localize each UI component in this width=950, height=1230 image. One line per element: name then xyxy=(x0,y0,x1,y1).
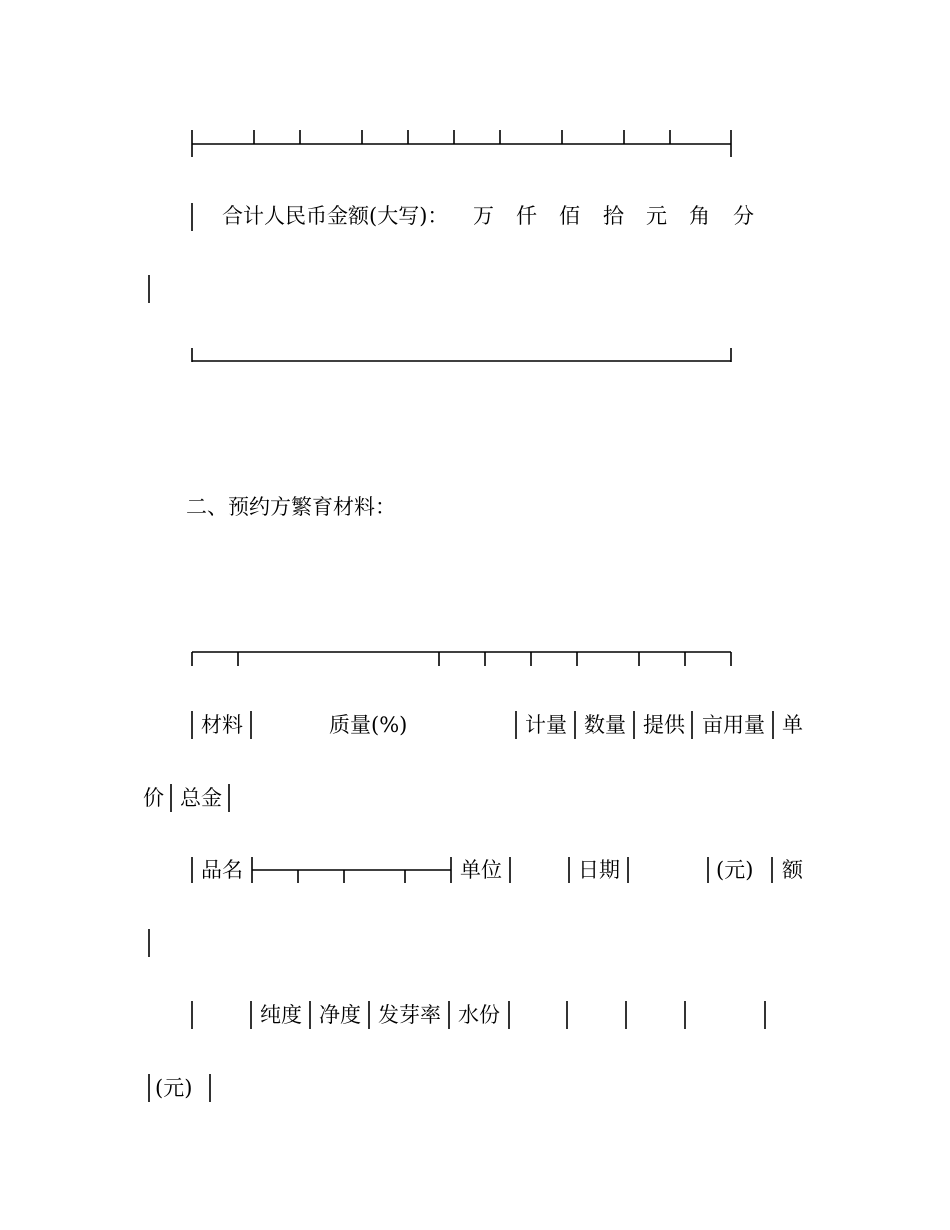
col-total-amount-part1: 总金 xyxy=(180,786,222,810)
col-moisture: 水份 xyxy=(458,1003,500,1027)
amount-wrap-border xyxy=(147,275,151,303)
unit-fen: 分 xyxy=(733,204,754,228)
col-cleanliness: 净度 xyxy=(319,1003,361,1027)
col-per-mu: 亩用量 xyxy=(702,713,765,737)
materials-table-top-rule xyxy=(190,648,735,668)
amount-box-top-rule xyxy=(190,130,735,158)
col-yuan-2: (元) xyxy=(155,1076,193,1100)
col-material: 材料 xyxy=(201,713,243,737)
col-product-name: 品名 xyxy=(201,858,243,882)
col-unit-price-part2: 价 xyxy=(143,786,164,810)
col-purity: 纯度 xyxy=(260,1003,302,1027)
unit-bai: 佰 xyxy=(559,204,580,228)
col-supply: 提供 xyxy=(643,713,685,737)
unit-qian: 仟 xyxy=(516,204,537,228)
section-2-heading: 二、预约方繁育材料： xyxy=(186,495,396,519)
col-germination: 发芽率 xyxy=(378,1003,441,1027)
col-quality: 质量(%) xyxy=(329,713,408,737)
unit-shi: 拾 xyxy=(603,204,624,228)
col-total-amount-part2: 额 xyxy=(782,858,803,882)
total-amount-label: 合计人民币金额(大写)： xyxy=(222,204,449,228)
col-date: 日期 xyxy=(578,858,620,882)
col-unit-price-part1: 单 xyxy=(782,713,803,737)
unit-wan: 万 xyxy=(473,204,494,228)
col-quantity: 数量 xyxy=(584,713,626,737)
col-unit: 单位 xyxy=(460,858,502,882)
col-yuan-1: (元) xyxy=(716,858,754,882)
row1-borders xyxy=(0,711,950,739)
col-measure: 计量 xyxy=(525,713,567,737)
unit-yuan: 元 xyxy=(646,204,667,228)
row3-wrap-borders xyxy=(0,1074,230,1102)
unit-jiao: 角 xyxy=(689,204,710,228)
amount-box-bottom-rule xyxy=(190,346,735,364)
row2-wrap-border xyxy=(147,929,151,957)
amount-left-border xyxy=(190,203,194,231)
